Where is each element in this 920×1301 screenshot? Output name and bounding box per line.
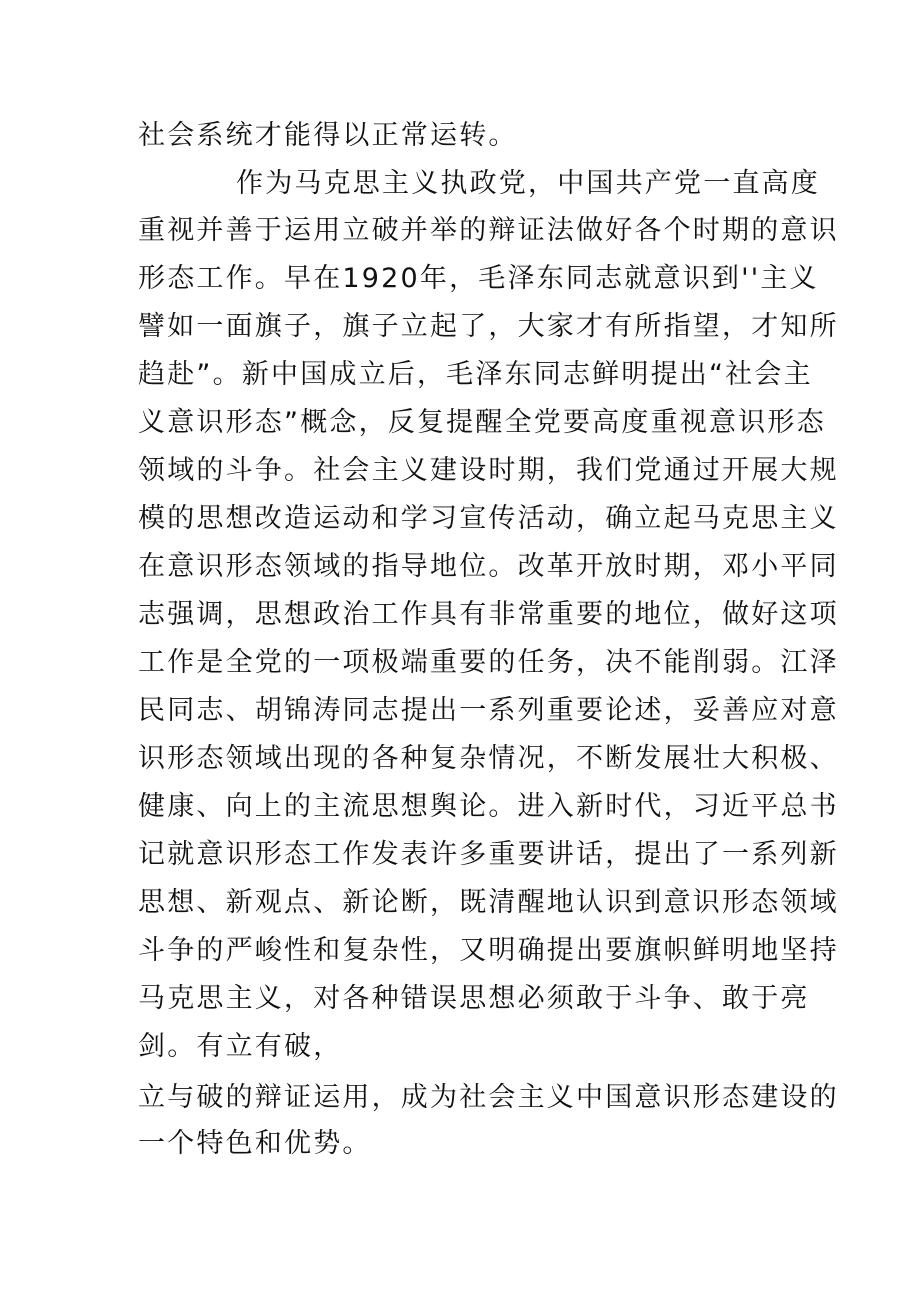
text-line: 剑。有立有破， xyxy=(138,1031,343,1062)
text-line: 趋赴”。新中国成立后，毛泽东同志鲜明提出“社会主 xyxy=(138,359,813,390)
text-line: 一个特色和优势。 xyxy=(138,1128,372,1159)
text-line: 作为马克思主义执政党，中国共产党一直高度 xyxy=(236,168,820,199)
text-line: 工作是全党的一项极端重要的任务，决不能削弱。江泽 xyxy=(138,647,839,678)
text-line: 民同志、胡锦涛同志提出一系列重要论述，妥善应对意 xyxy=(138,695,839,726)
text-line: 形态工作。早在1920年，毛泽东同志就意识到''主义 xyxy=(138,263,819,294)
text-line: 模的思想改造运动和学习宣传活动，确立起马克思主义 xyxy=(138,503,839,534)
text-line: 斗争的严峻性和复杂性，又明确提出要旗帜鲜明地坚持 xyxy=(138,935,839,966)
text-line: 记就意识形态工作发表许多重要讲话，提出了一系列新 xyxy=(138,839,839,870)
text-line: 志强调，思想政治工作具有非常重要的地位，做好这项 xyxy=(138,599,839,630)
text-line: 领域的斗争。社会主义建设时期，我们党通过开展大规 xyxy=(138,455,839,486)
text-line: 健康、向上的主流思想舆论。进入新时代，习近平总书 xyxy=(138,791,839,822)
text-line: 譬如一面旗子，旗子立起了，大家才有所指望，才知所 xyxy=(138,311,839,342)
text-line: 重视并善于运用立破并举的辩证法做好各个时期的意识 xyxy=(138,215,839,246)
text-line: 立与破的辩证运用，成为社会主义中国意识形态建设的 xyxy=(138,1082,839,1113)
text-line: 义意识形态”概念，反复提醒全党要高度重视意识形态 xyxy=(138,407,826,438)
text-line: 思想、新观点、新论断，既清醒地认识到意识形态领域 xyxy=(138,887,839,918)
text-line: 马克思主义，对各种错误思想必须敢于斗争、敢于亮 xyxy=(138,983,810,1014)
text-line: 社会系统才能得以正常运转。 xyxy=(138,120,518,151)
text-line: 识形态领域出现的各种复杂情况，不断发展壮大积极、 xyxy=(138,743,839,774)
text-line: 在意识形态领域的指导地位。改革开放时期，邓小平同 xyxy=(138,551,839,582)
